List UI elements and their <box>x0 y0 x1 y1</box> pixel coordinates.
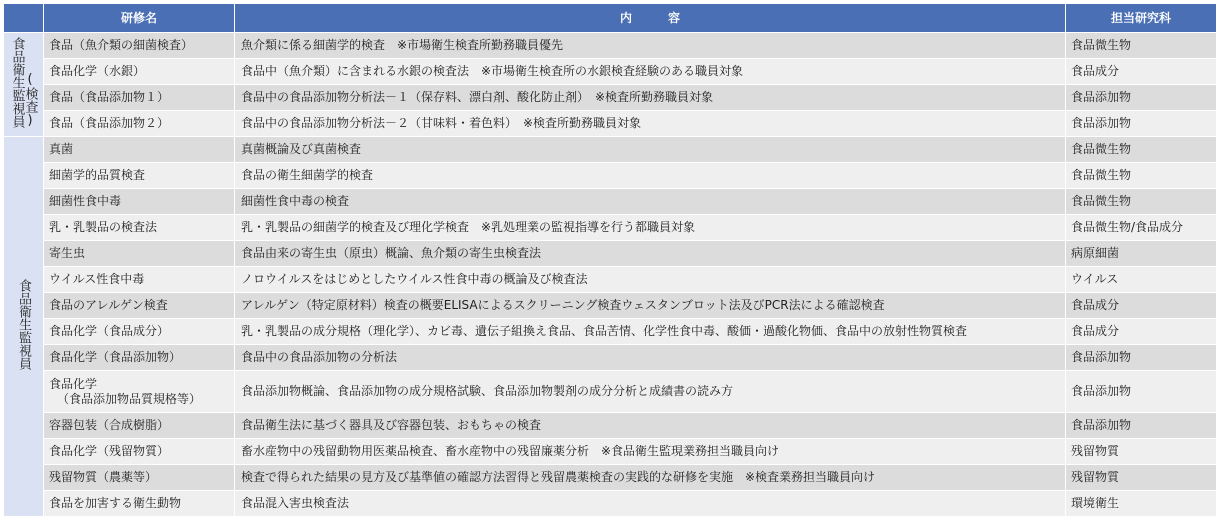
course-department: 食品微生物/食品成分 <box>1066 215 1217 241</box>
table-row <box>4 319 1217 345</box>
course-department: 食品添加物 <box>1066 371 1217 413</box>
course-content: 食品中の食品添加物分析法－２（甘味料・着色料） ※検査所勤務職員対象 <box>235 111 1066 137</box>
course-content: 食品中の食品添加物の分析法 <box>235 345 1066 371</box>
course-name: 食品を加害する衛生動物 <box>44 491 235 517</box>
table-row <box>4 371 1217 413</box>
course-department: 食品添加物 <box>1066 345 1217 371</box>
course-department: 環境衛生 <box>1066 491 1217 517</box>
course-content: 食品混入害虫検査法 <box>235 491 1066 517</box>
course-name <box>44 371 235 413</box>
course-name: 食品化学（残留物質） <box>44 439 235 465</box>
table-row <box>4 267 1217 293</box>
header-content: 内 容 <box>235 4 1066 33</box>
course-content: 乳・乳製品の細菌学的検査及び理化学検査 ※乳処理業の監視指導を行う都職員対象 <box>235 215 1066 241</box>
course-name: 食品化学（水銀） <box>44 59 235 85</box>
header-department: 担当研究科 <box>1066 4 1217 33</box>
course-department: 残留物質 <box>1066 465 1217 491</box>
course-name: 細菌学的品質検査 <box>44 163 235 189</box>
course-name: 食品（魚介類の細菌検査） <box>44 33 235 59</box>
course-department: 食品添加物 <box>1066 413 1217 439</box>
table-row <box>4 465 1217 491</box>
table-row <box>4 85 1217 111</box>
table-row <box>4 491 1217 517</box>
course-department: 食品微生物 <box>1066 33 1217 59</box>
course-name: 食品（食品添加物２） <box>44 111 235 137</box>
table-row <box>4 215 1217 241</box>
training-table <box>3 3 1217 517</box>
table-header-row <box>4 4 1217 33</box>
course-department: 食品成分 <box>1066 59 1217 85</box>
table-row <box>4 439 1217 465</box>
course-content: 魚介類に係る細菌学的検査 ※市場衛生検査所勤務職員優先 <box>235 33 1066 59</box>
course-content: 検査で得られた結果の見方及び基準値の確認方法習得と残留農薬検査の実践的な研修を実施 ※検査業務担当職員向け <box>235 465 1066 491</box>
course-department: 食品成分 <box>1066 319 1217 345</box>
course-department: 食品成分 <box>1066 293 1217 319</box>
course-department: 食品添加物 <box>1066 85 1217 111</box>
course-content: 食品中（魚介類）に含まれる水銀の検査法 ※市場衛生検査所の水銀検査経験のある職員対象 <box>235 59 1066 85</box>
category-sublabel: (検査) <box>22 72 38 128</box>
course-content: 食品中の食品添加物分析法－１（保存料、漂白剤、酸化防止剤） ※検査所勤務職員対象 <box>235 85 1066 111</box>
course-department: 病原細菌 <box>1066 241 1217 267</box>
course-department: 残留物質 <box>1066 439 1217 465</box>
course-content: 食品衛生法に基づく器具及び容器包装、おもちゃの検査 <box>235 413 1066 439</box>
course-content: 乳・乳製品の成分規格（理化学）、カビ毒、遺伝子組換え食品、食品苦情、化学性食中毒、酸価・過酸化物価、食品中の放射性物質検査 <box>235 319 1066 345</box>
course-department: 食品添加物 <box>1066 111 1217 137</box>
table-row <box>4 137 1217 163</box>
course-content: 真菌概論及び真菌検査 <box>235 137 1066 163</box>
course-name: 細菌性食中毒 <box>44 189 235 215</box>
course-content: ノロウイルスをはじめとしたウイルス性食中毒の概論及び検査法 <box>235 267 1066 293</box>
course-content: 食品添加物概論、食品添加物の成分規格試験、食品添加物製剤の成分分析と成績書の読み方 <box>235 371 1066 413</box>
course-content: 畜水産物中の残留動物用医薬品検査、畜水産物中の残留廉薬分析 ※食品衛生監現業務担当職員向け <box>235 439 1066 465</box>
course-content: 細菌性食中毒の検査 <box>235 189 1066 215</box>
table-row <box>4 163 1217 189</box>
table-row <box>4 345 1217 371</box>
course-department: ウイルス <box>1066 267 1217 293</box>
header-course-name: 研修名 <box>44 4 235 33</box>
course-name: 食品化学（食品添加物） <box>44 345 235 371</box>
course-department: 食品微生物 <box>1066 163 1217 189</box>
course-name: 寄生虫 <box>44 241 235 267</box>
table-row <box>4 59 1217 85</box>
course-name: ウイルス性食中毒 <box>44 267 235 293</box>
category-inspection <box>4 33 44 137</box>
category-label: 食品衛生監視員 <box>9 37 25 128</box>
course-name: 乳・乳製品の検査法 <box>44 215 235 241</box>
course-name: 食品のアレルゲン検査 <box>44 293 235 319</box>
course-name-line2: （食品添加物品質規格等） <box>57 391 202 406</box>
course-name: 真菌 <box>44 137 235 163</box>
course-content: 食品の衛生細菌学的検査 <box>235 163 1066 189</box>
course-name: 食品（食品添加物１） <box>44 85 235 111</box>
category-food-sanitation <box>4 137 44 517</box>
table-row <box>4 241 1217 267</box>
header-category-cell <box>4 4 44 33</box>
course-content: アレルゲン（特定原材料）検査の概要ELISAによるスクリーニング検査ウェスタンブロット法及びPCR法による確認検査 <box>235 293 1066 319</box>
table-row <box>4 293 1217 319</box>
category-label: 食品衛生監視員 <box>16 279 31 370</box>
course-content: 食品由来の寄生虫（原虫）概論、魚介類の寄生虫検査法 <box>235 241 1066 267</box>
course-department: 食品微生物 <box>1066 189 1217 215</box>
course-name: 食品化学（食品成分） <box>44 319 235 345</box>
table-row <box>4 111 1217 137</box>
course-name: 容器包装（合成樹脂） <box>44 413 235 439</box>
course-name-line1: 食品化学 <box>49 376 98 391</box>
table-row <box>4 33 1217 59</box>
course-name: 残留物質（農薬等） <box>44 465 235 491</box>
course-department: 食品微生物 <box>1066 137 1217 163</box>
table-row <box>4 413 1217 439</box>
table-row <box>4 189 1217 215</box>
